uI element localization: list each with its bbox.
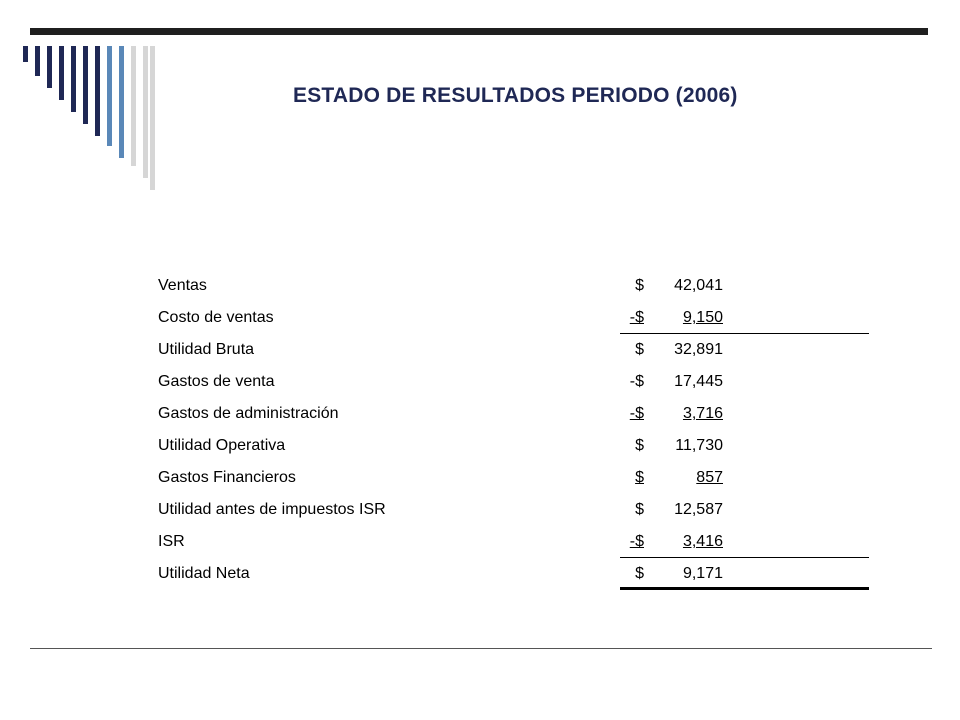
row-label: Costo de ventas <box>158 309 274 326</box>
row-label: Utilidad Bruta <box>158 341 255 358</box>
page-title: ESTADO DE RESULTADOS PERIODO (2006) <box>293 84 738 107</box>
statement-row <box>0 558 960 590</box>
row-amount: 11,730 <box>675 437 723 454</box>
row-amount: 42,041 <box>674 277 723 294</box>
footer-divider <box>30 648 932 649</box>
total-rule <box>620 587 869 590</box>
row-amount: 857 <box>696 469 723 486</box>
row-amount: 3,716 <box>682 405 723 422</box>
row-currency: -$ <box>629 309 644 326</box>
row-currency: $ <box>635 565 644 582</box>
row-label: Utilidad Operativa <box>158 437 286 454</box>
row-currency: -$ <box>629 533 644 550</box>
statement-row <box>0 462 960 494</box>
row-label: Gastos de venta <box>158 373 275 390</box>
row-amount: 32,891 <box>674 341 723 358</box>
statement-row <box>0 334 960 366</box>
row-currency: $ <box>635 501 644 518</box>
statement-row <box>0 366 960 398</box>
row-currency: $ <box>635 469 644 486</box>
statement-row <box>0 270 960 302</box>
statement-row <box>0 398 960 430</box>
row-label: Utilidad Neta <box>158 565 250 582</box>
row-label: Utilidad antes de impuestos ISR <box>158 501 386 518</box>
statement-row <box>0 526 960 558</box>
statement-row <box>0 430 960 462</box>
row-label: Gastos Financieros <box>158 469 296 486</box>
row-label: ISR <box>158 533 185 550</box>
statement-row <box>0 302 960 334</box>
row-label: Ventas <box>158 277 207 294</box>
row-amount: 9,150 <box>682 309 723 326</box>
row-amount: 9,171 <box>682 565 723 582</box>
row-currency: -$ <box>629 373 644 390</box>
row-currency: -$ <box>629 405 644 422</box>
row-currency: $ <box>635 437 644 454</box>
row-currency: $ <box>635 277 644 294</box>
row-amount: 3,416 <box>682 533 723 550</box>
row-amount: 17,445 <box>674 373 723 390</box>
row-amount: 12,587 <box>674 501 723 518</box>
row-label: Gastos de administración <box>158 405 339 422</box>
statement-row <box>0 494 960 526</box>
row-currency: $ <box>635 341 644 358</box>
